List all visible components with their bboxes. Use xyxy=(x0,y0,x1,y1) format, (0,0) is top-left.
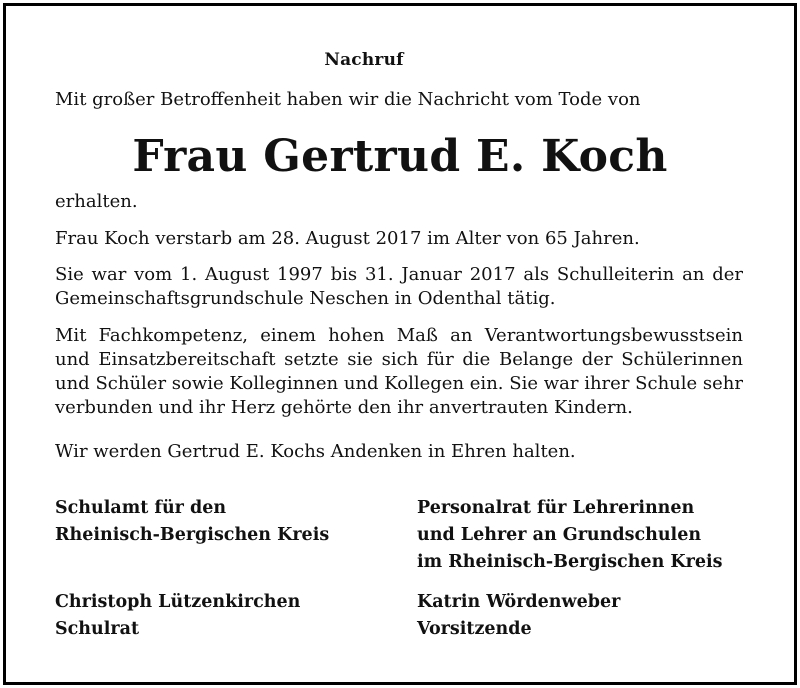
org-line: und Lehrer an Grundschulen xyxy=(417,525,702,545)
intro-text: Mit großer Betroffenheit haben wir die Nachricht vom Tode von xyxy=(55,89,641,110)
notice-heading: Nachruf xyxy=(324,50,404,70)
death-date-text: Frau Koch verstarb am 28. August 2017 im Alter von 65 Jahren. xyxy=(55,228,640,249)
signatory-right-person xyxy=(417,589,620,643)
signatory-right-organization xyxy=(417,495,722,576)
merits-text: Mit Fachkompetenz, einem hohen Maß an Verantwortungsbewusstsein und Einsatzbereitschaft setzte sie sich für die Belange der Schülerinnen und Schüler sowie Kolleginnen und Kollegen ein. Sie war ihrer Schule sehr verbunden und ihr Herz gehörte den ihr anvertrauten Kindern. xyxy=(55,325,743,418)
signatory-name: Katrin Wördenweber xyxy=(417,592,621,612)
signatory-role: Vorsitzende xyxy=(417,619,532,639)
org-line: Rheinisch-Bergischen Kreis xyxy=(55,525,330,545)
signatory-left-person xyxy=(55,589,300,643)
received-text: erhalten. xyxy=(55,191,138,212)
signatory-name: Christoph Lützenkirchen xyxy=(55,592,301,612)
tenure-text: Sie war vom 1. August 1997 bis 31. Januar 2017 als Schulleiterin an der Gemeinschaftsgrundschule Neschen in Odenthal tätig. xyxy=(55,264,743,309)
org-line: Schulamt für den xyxy=(55,498,227,518)
org-line: Personalrat für Lehrerinnen xyxy=(417,498,695,518)
signatory-left-organization xyxy=(55,495,329,549)
signatory-role: Schulrat xyxy=(55,619,140,639)
org-line: im Rheinisch-Bergischen Kreis xyxy=(417,552,723,572)
deceased-name: Frau Gertrud E. Koch xyxy=(132,131,668,182)
closing-text: Wir werden Gertrud E. Kochs Andenken in Ehren halten. xyxy=(55,441,576,462)
